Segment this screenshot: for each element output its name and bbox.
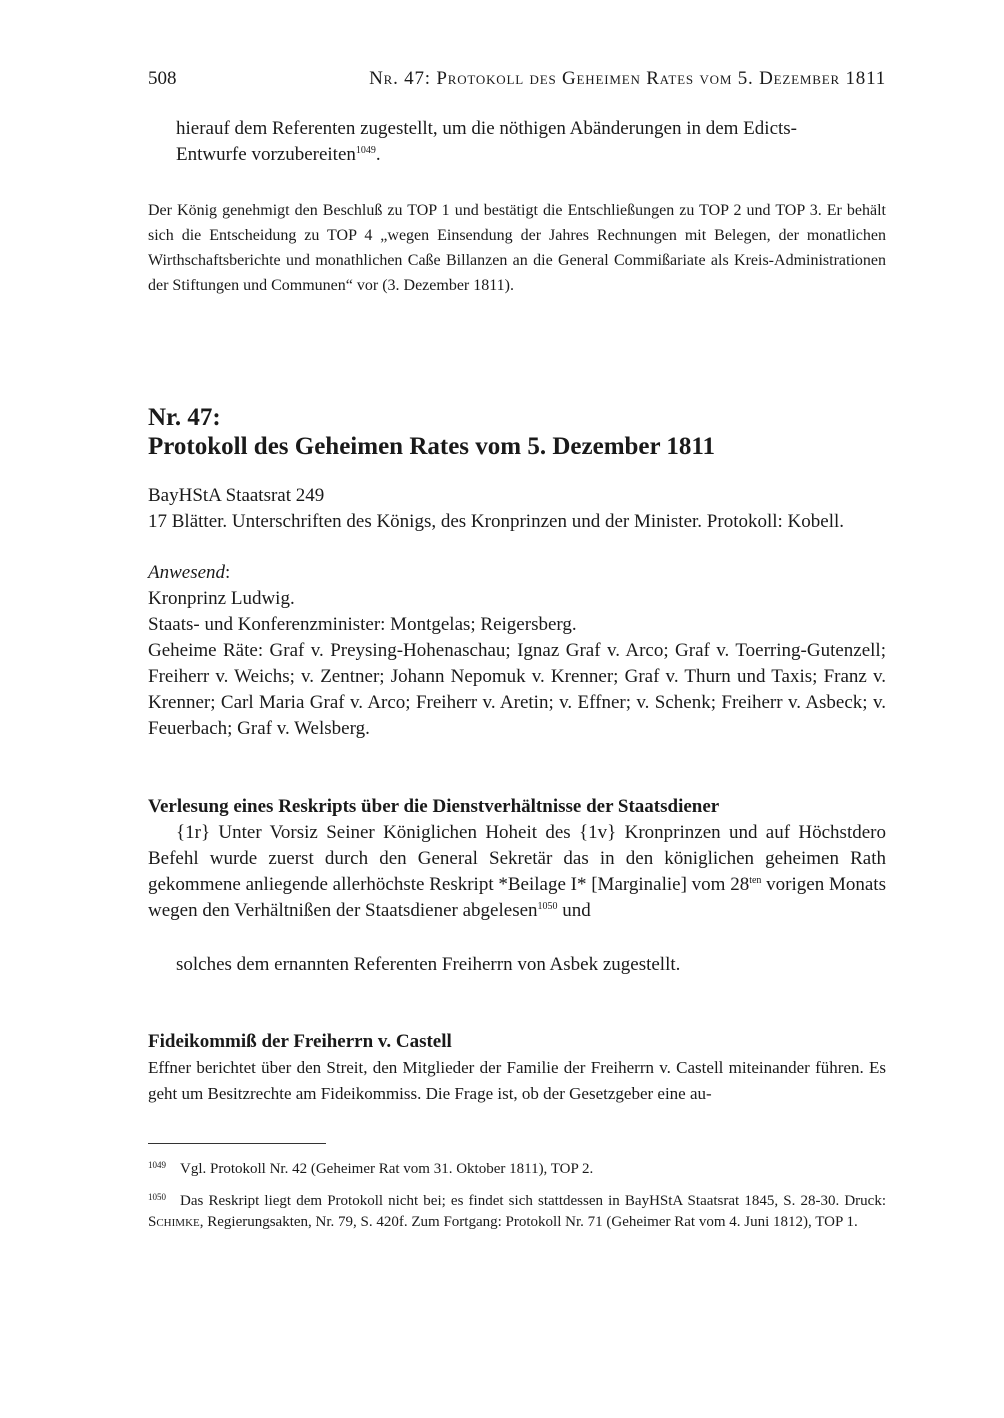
document-description: 17 Blätter. Unterschriften des Königs, des Kronprinzen und der Minister. Protokoll: Kobell. (148, 511, 845, 532)
attendance-councillors: Geheime Räte: Graf v. Preysing-Hohenaschau; Ignaz Graf v. Arco; Graf v. Toerring-Gutenzell; Freiherr v. Weichs; v. Zentner; Johann Nepomuk v. Krenner; Graf v. Thurn und Taxis; Franz v. Krenner; Carl Maria Graf v. Arco; Freiherr v. Aretin; v. Effner; v. Schenk; Freiherr v. Asbeck; v. Feuerbach; Graf v. Welsberg. (148, 640, 886, 739)
royal-decision-summary: Der König genehmigt den Beschluß zu TOP 1 und bestätigt die Entschließungen zu TOP 2 und TOP 3. Er behält sich die Entscheidung zu TOP 4 „wegen Einsendung der Jahres Rechnungen mit Belegen, der monatlichen Wirthschaftsberichte und monathlichen Caße Billanzen an die General Commißariate als Kreis-Administrationen der Stiftungen und Communen“ vor (3. Dezember 1811). (148, 202, 886, 294)
footnote-ref-1050[interactable]: 1050 (537, 901, 558, 912)
footnote-ref-1049[interactable]: 1049 (355, 145, 376, 156)
section-reskript (148, 794, 886, 924)
source-block (148, 483, 886, 535)
running-title: Nr. 47: Protokoll des Geheimen Rates vom 5. Dezember 1811 (369, 68, 886, 89)
running-header (148, 66, 886, 92)
page-number: 508 (148, 68, 177, 89)
section-fideikommiss (148, 1029, 886, 1107)
continuation-line-1: hierauf dem Referenten zugestellt, um die nöthigen Abänderungen in dem Edicts- (176, 118, 797, 139)
archive-signature: BayHStA Staatsrat 249 (148, 485, 325, 506)
section-heading-fideikommiss: Fideikommiß der Freiherrn v. Castell (148, 1031, 452, 1052)
footnote-1049: $^{1049}$ Vgl. Protokoll Nr. 42 (Geheimer Rat vom 31. Oktober 1811), TOP 2. (148, 1160, 594, 1177)
attendance-label: Anwesend: (148, 562, 231, 583)
attendance-ministers: Staats- und Konferenzminister: Montgelas; Reigersberg. (148, 614, 577, 635)
attendance-crown-prince: Kronprinz Ludwig. (148, 588, 295, 609)
continuation-line-2: Entwurfe vorzubereiten$^{1049}$. (176, 144, 381, 165)
previous-item-continuation (176, 116, 886, 168)
footnote-separator (148, 1143, 326, 1144)
section-paragraph: Effner berichtet über den Streit, den Mitglieder der Familie der Freiherrn v. Castell miteinander führen. Es geht um Besitzrechte am Fideikommiss. Die Frage ist, ob der Gesetzgeber eine au- (148, 1058, 886, 1103)
attendance-block (148, 560, 886, 742)
section-resolution: solches dem ernannten Referenten Freiherrn von Asbek zugestellt. (176, 954, 681, 975)
document-heading: Protokoll des Geheimen Rates vom 5. Dezember 1811 (148, 433, 716, 460)
document-title (148, 403, 886, 461)
footnote-1050: $^{1050}$ Das Reskript liegt dem Protokoll nicht bei; es findet sich stattdessen in BayHStA Staatsrat 1845, S. 28-30. Druck: Schimke, Regierungsakten, Nr. 79, S. 420f. Zum Fortgang: Protokoll Nr. 71 (Geheimer Rat vom 4. Juni 1812), TOP 1. (148, 1192, 886, 1230)
section-heading-reskript: Verlesung eines Reskripts über die Dienstverhältnisse der Staatsdiener (148, 796, 720, 817)
section-paragraph: {1r} Unter Vorsiz Seiner Königlichen Hoheit des {1v} Kronprinzen und auf Höchstdero Befehl wurde zuerst durch den General Sekretär das in den königlichen geheimen Rath gekommene anliegende allerhöchste Reskript *Beilage I* [Marginalie] vom $28^{ten}$ vorigen Monats wegen den Verhältnißen der Staatsdiener abgelesen$^{1050}$ und (148, 822, 886, 921)
document-number: Nr. 47: (148, 404, 221, 431)
footnotes (148, 1155, 886, 1233)
